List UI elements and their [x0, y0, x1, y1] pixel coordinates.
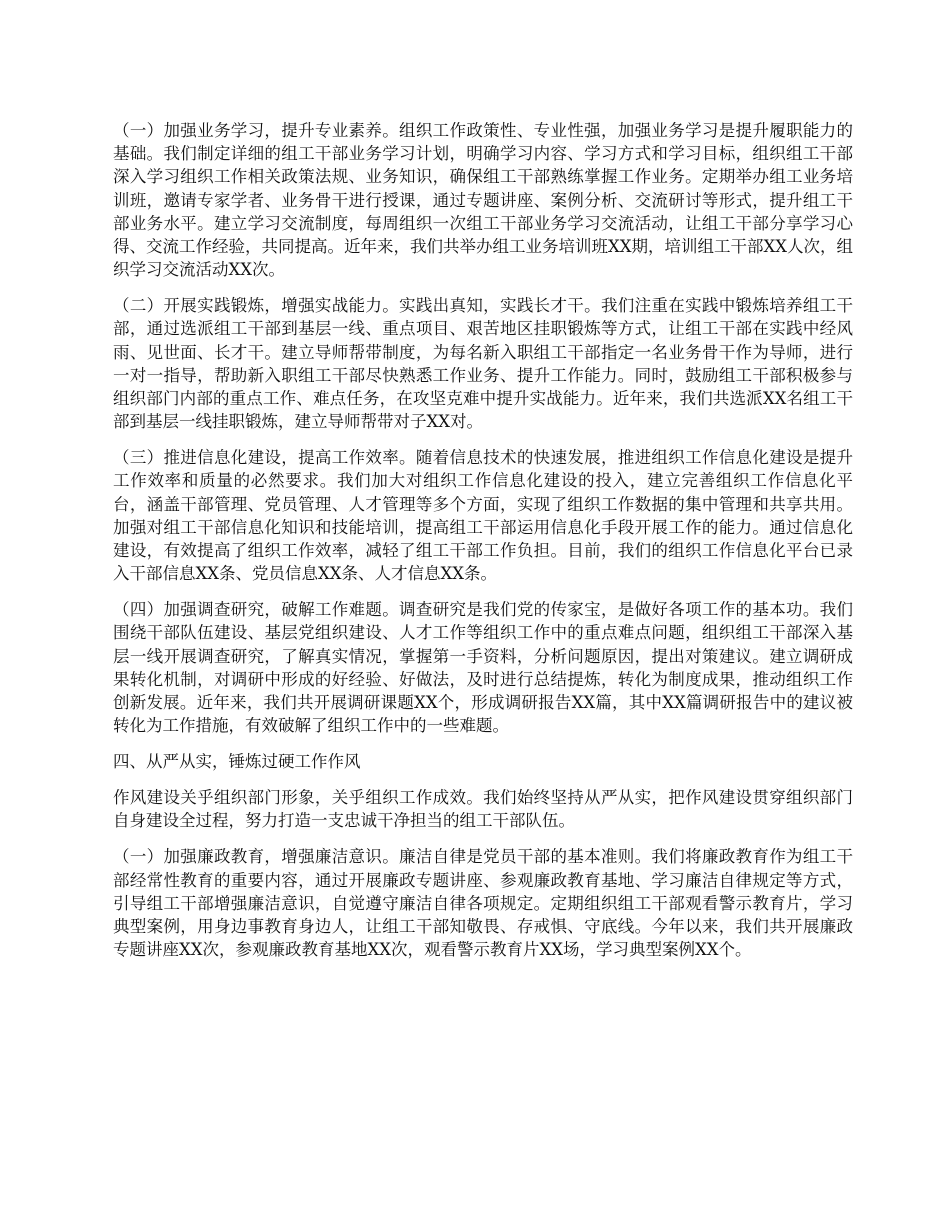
- section-intro-paragraph: 作风建设关乎组织部门形象，关乎组织工作成效。我们始终坚持从严从实，把作风建设贯穿组织部门自身建设全过程，努力打造一支忠诚干净担当的组工干部队伍。: [113, 788, 853, 831]
- paragraph-practice-training: （二）开展实践锻炼，增强实战能力。实践出真知，实践长才干。我们注重在实践中锻炼培养组工干部，通过选派组工干部到基层一线、重点项目、艰苦地区挂职锻炼等方式，让组工干部在实践中经风雨、见世面、长才干。建立导师帮带制度，为每名新入职组工干部指定一名业务骨干作为导师，进行一对一指导，帮助新入职组工干部尽快熟悉工作业务、提升工作能力。同时，鼓励组工干部积极参与组织部门内部的重点工作、难点任务，在攻坚克难中提升实战能力。近年来，我们共选派XX名组工干部到基层一线挂职锻炼，建立导师帮带对子XX对。: [113, 296, 853, 432]
- paragraph-integrity-education: （一）加强廉政教育，增强廉洁意识。廉洁自律是党员干部的基本准则。我们将廉政教育作为组工干部经常性教育的重要内容，通过开展廉政专题讲座、参观廉政教育基地、学习廉洁自律规定等方式，引导组工干部增强廉洁意识，自觉遵守廉洁自律各项规定。定期组织组工干部观看警示教育片，学习典型案例，用身边事教育身边人，让组工干部知敬畏、存戒惧、守底线。今年以来，我们共开展廉政专题讲座XX次，参观廉政教育基地XX次，观看警示教育片XX场，学习典型案例XX个。: [113, 847, 853, 960]
- paragraph-informatization: （三）推进信息化建设，提高工作效率。随着信息技术的快速发展，推进组织工作信息化建设是提升工作效率和质量的必然要求。我们加大对组织工作信息化建设的投入，建立完善组织工作信息化平台，涵盖干部管理、党员管理、人才管理等多个方面，实现了组织工作数据的集中管理和共享共用。加强对组工干部信息化知识和技能培训，提高组工干部运用信息化手段开展工作的能力。通过信息化建设，有效提高了组织工作效率，减轻了组工干部工作负担。目前，我们的组织工作信息化平台已录入干部信息XX条、党员信息XX条、人才信息XX条。: [113, 448, 853, 584]
- paragraph-business-study: （一）加强业务学习，提升专业素养。组织工作政策性、专业性强，加强业务学习是提升履职能力的基础。我们制定详细的组工干部业务学习计划，明确学习内容、学习方式和学习目标，组织组工干部深入学习组织工作相关政策法规、业务知识，确保组工干部熟练掌握工作业务。定期举办组工业务培训班，邀请专家学者、业务骨干进行授课，通过专题讲座、案例分析、交流研讨等形式，提升组工干部业务水平。建立学习交流制度，每周组织一次组工干部业务学习交流活动，让组工干部分享学习心得、交流工作经验，共同提高。近年来，我们共举办组工业务培训班XX期，培训组工干部XX人次，组织学习交流活动XX次。: [113, 121, 853, 280]
- paragraph-research: （四）加强调查研究，破解工作难题。调查研究是我们党的传家宝，是做好各项工作的基本功。我们围绕干部队伍建设、基层党组织建设、人才工作等组织工作中的重点难点问题，组织组工干部深入基层一线开展调查研究，了解真实情况，掌握第一手资料，分析问题原因，提出对策建议。建立调研成果转化机制，对调研中形成的好经验、好做法，及时进行总结提炼，转化为制度成果，推动组织工作创新发展。近年来，我们共开展调研课题XX个，形成调研报告XX篇，其中XX篇调研报告中的建议被转化为工作措施，有效破解了组织工作中的一些难题。: [113, 600, 853, 736]
- section-heading: 四、从严从实，锤炼过硬工作作风: [113, 752, 361, 772]
- document-page: [113, 119, 853, 974]
